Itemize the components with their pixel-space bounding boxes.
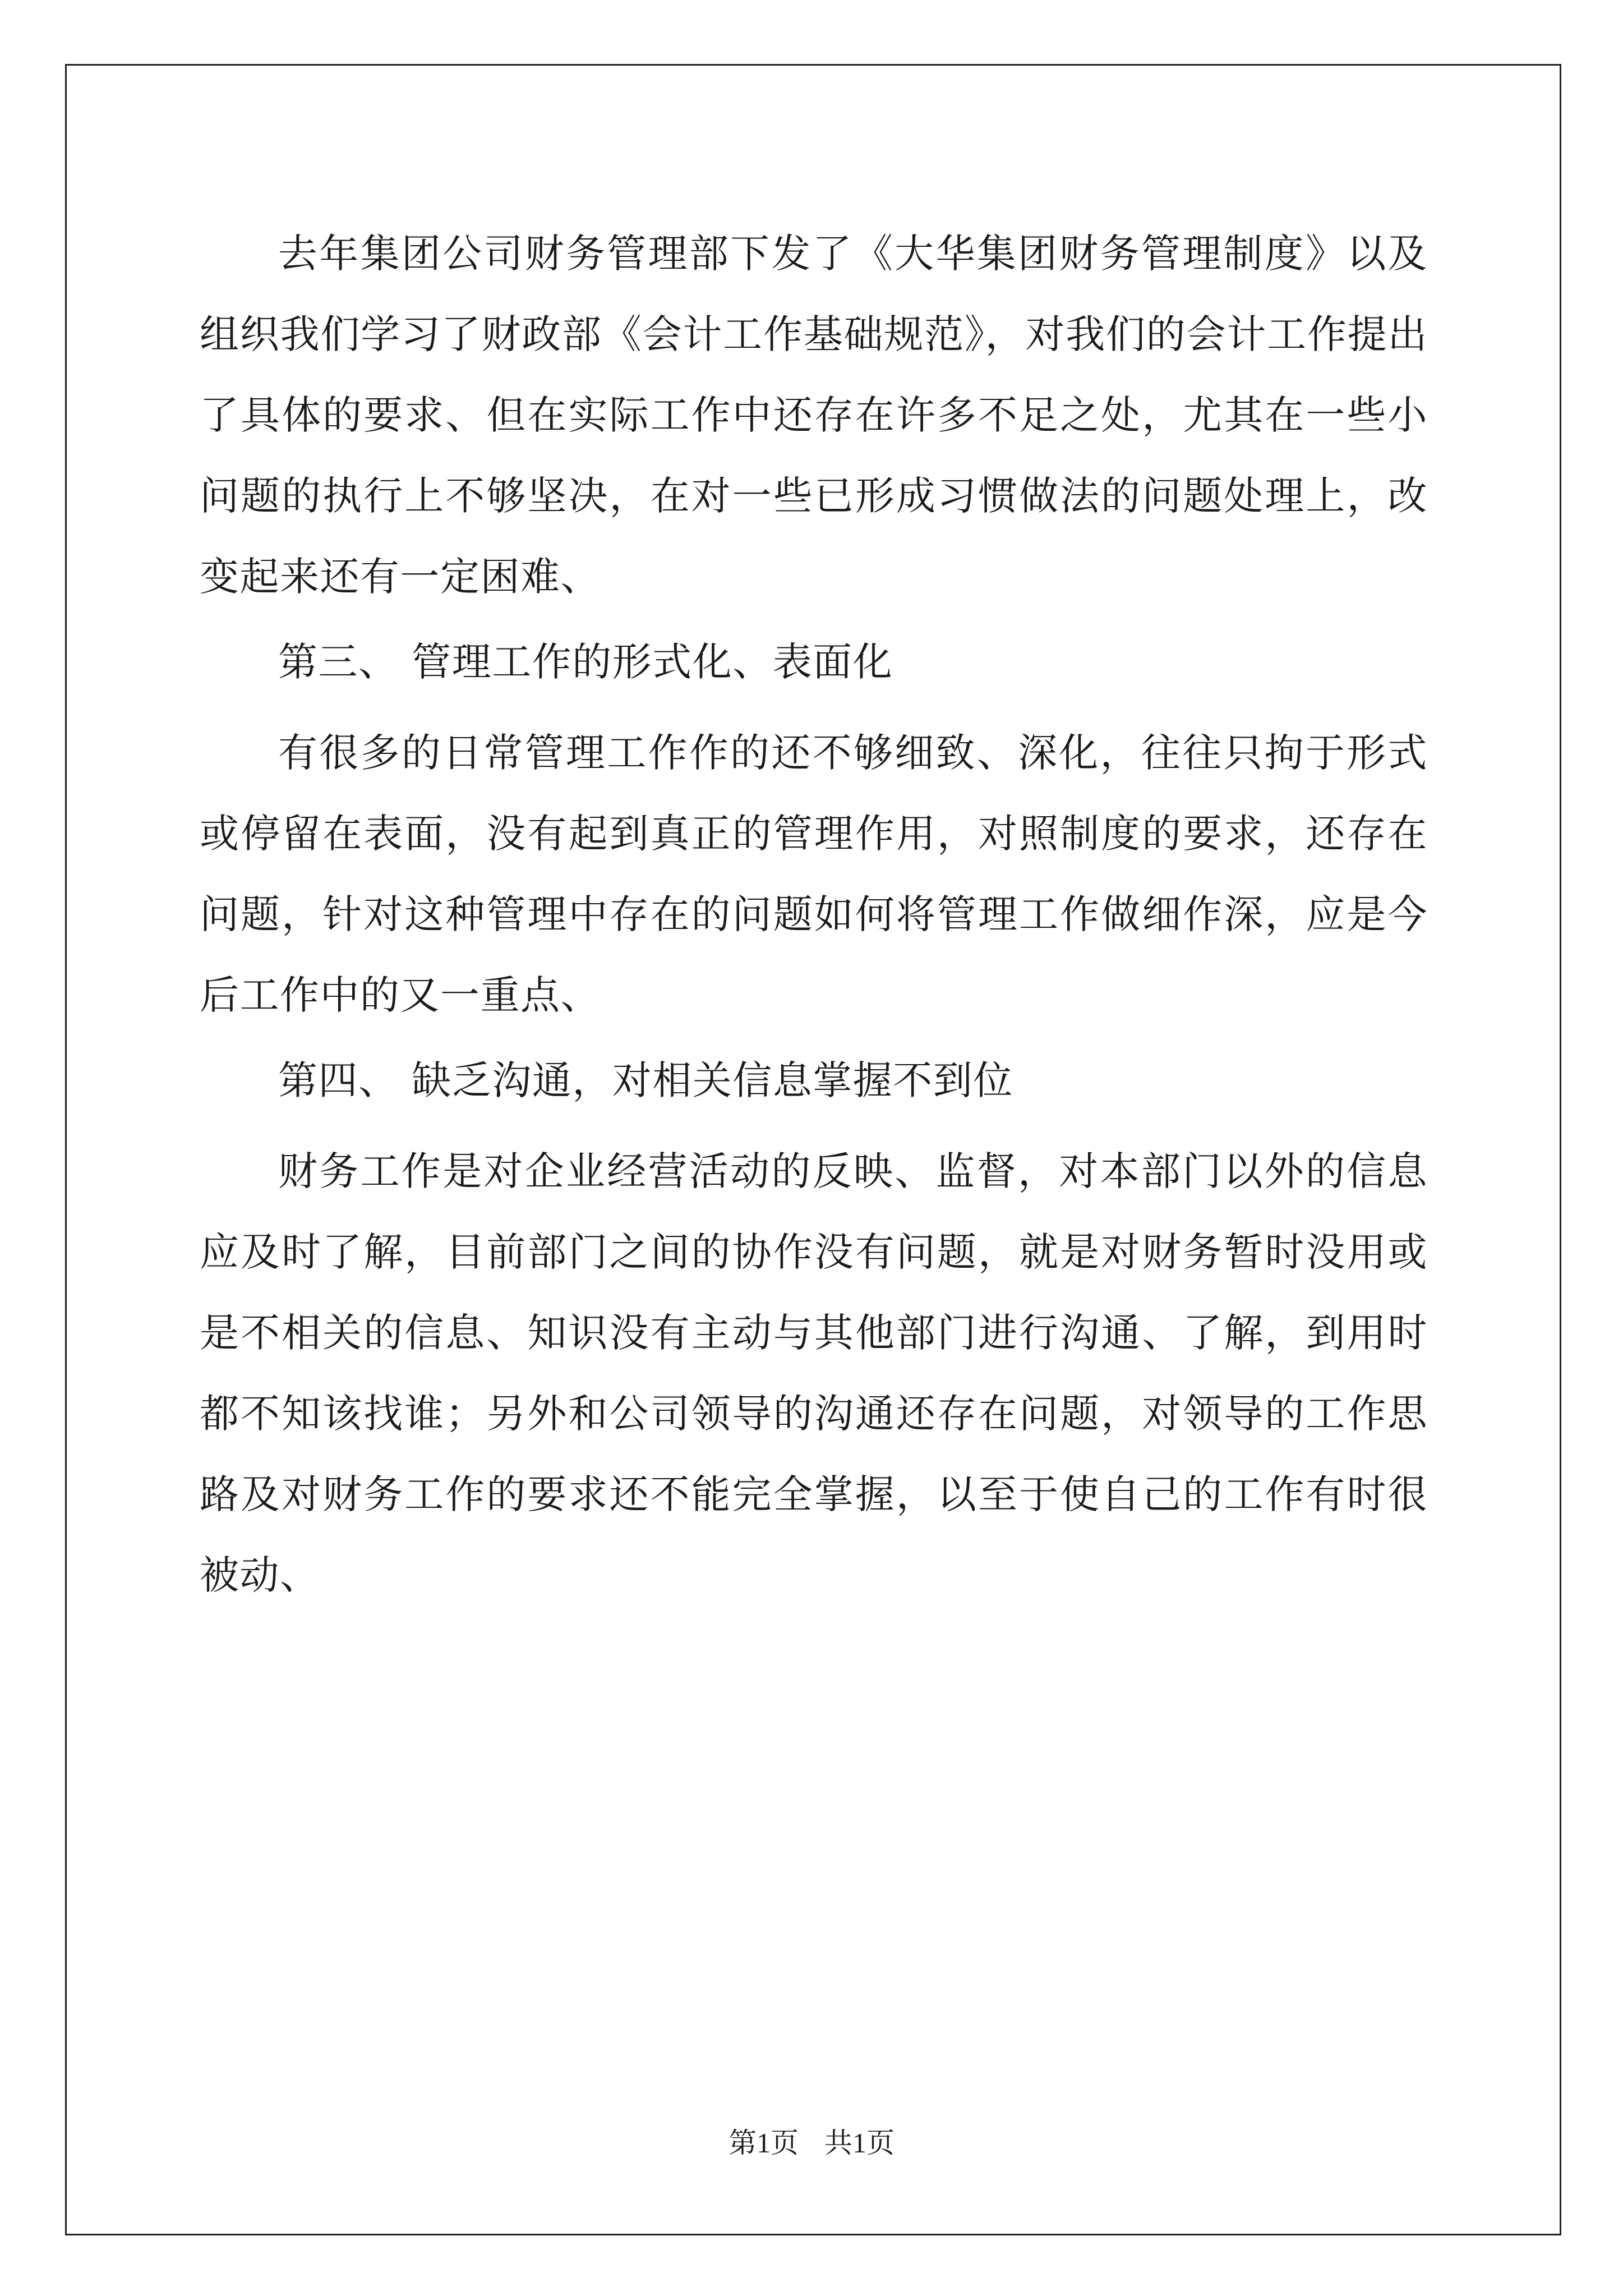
paragraph-intro: 去年集团公司财务管理部下发了《大华集团财务管理制度》以及组织我们学习了财政部《会计工作基础规范》，对我们的会计工作提出了具体的要求、但在实际工作中还存在许多不足之处，尤其在一些小问题的执行上不够坚决，在对一些已形成习惯做法的问题处理上，改变起来还有一定困难、	[200, 231, 1428, 600]
section-heading-third: 第三、 管理工作的形式化、表面化	[278, 639, 893, 685]
paragraph-communication: 财务工作是对企业经营活动的反映、监督，对本部门以外的信息应及时了解，目前部门之间的协作没有问题，就是对财务暂时没用或是不相关的信息、知识没有主动与其他部门进行沟通、了解，到用时都不知该找谁；另外和公司领导的沟通还存在问题，对领导的工作思路及对财务工作的要求还不能完全掌握，以至于使自己的工作有时很被动、	[200, 1148, 1428, 1598]
page-footer	[0, 2126, 1623, 2160]
paragraph-management: 有很多的日常管理工作作的还不够细致、深化，往往只拘于形式或停留在表面，没有起到真正的管理作用，对照制度的要求，还存在问题，针对这种管理中存在的问题如何将管理工作做细作深，应是今后工作中的又一重点、	[200, 730, 1428, 1018]
section-heading-fourth: 第四、 缺乏沟通，对相关信息掌握不到位	[278, 1057, 1013, 1103]
page-number-current: 第1页	[728, 2127, 799, 2159]
document-body	[200, 213, 1428, 1620]
page-number-total: 共1页	[824, 2127, 895, 2159]
